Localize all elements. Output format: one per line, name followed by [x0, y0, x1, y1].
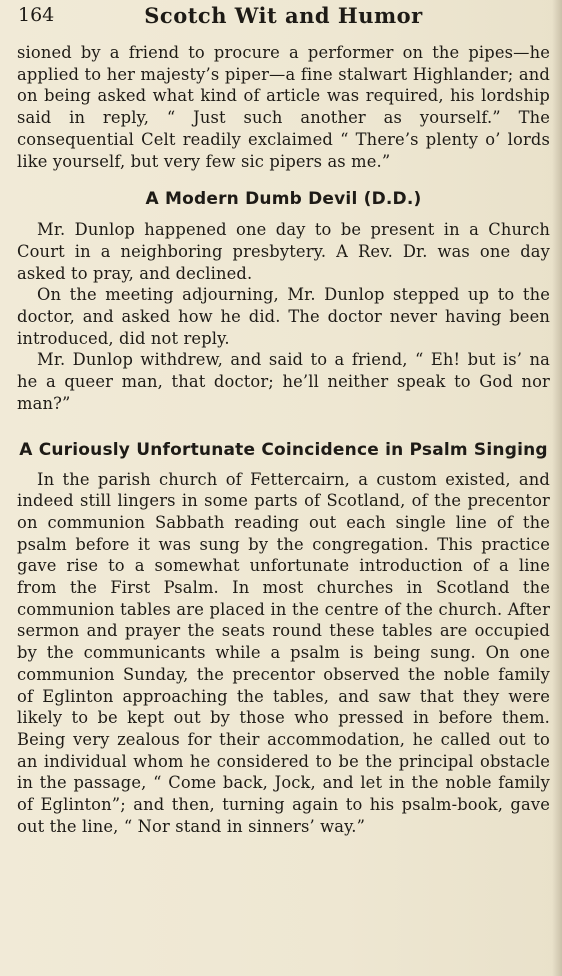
section-heading: A Modern Dumb Devil (D.D.): [145, 189, 422, 210]
page-number: 164: [18, 4, 55, 26]
body-paragraph: In the parish church of Fettercairn, a custom existed, and indeed still lingers in some parts of Scotland, of the precentor on communion Sabbath reading out each single line of the psalm before it was sung by the congregation. This practice gave rise to a somewhat unfortunate introduction of a line from the First Psalm. In most churches in Scotland the communion tables are placed in the centre of the church. After sermon and prayer the seats round these tables are occupied by the communicants while a psalm is being sung. On one communion Sunday, the precentor observed the noble family of Eglinton approaching the tables, and saw that they were likely to be kept out by those who pressed in before them. Being very zealous for their accommodation, he called out to an individual whom he considered to be the principal obstacle in the passage, “ Come back, Jock, and let in the noble family of Eglinton”; and then, turning again to his psalm-book, gave out the line, “ Nor stand in sinners’ way.”: [17, 469, 550, 836]
running-title: Scotch Wit and Humor: [144, 3, 423, 28]
body-paragraph: On the meeting adjourning, Mr. Dunlop stepped up to the doctor, and asked how he did. The doctor never having been introduced, did not reply.: [17, 285, 550, 348]
body-paragraph: Mr. Dunlop happened one day to be present in a Church Court in a neighboring presbytery. A Rev. Dr. was one day asked to pray, and declined.: [17, 220, 550, 283]
opening-paragraph: sioned by a friend to procure a performer on the pipes—he applied to her majesty’s piper—a fine stalwart Highlander; and on being asked what kind of article was required, his lordship said in reply, “ Just such another as yourself.” The consequential Celt readily exclaimed “ There’s plenty o’ lords like yourself, but very few sic pipers as me.”: [17, 43, 550, 171]
section-heading: A Curiously Unfortunate Coincidence in Psalm Singing: [19, 439, 548, 460]
page-edge-shadow: [552, 0, 562, 976]
body-paragraph: Mr. Dunlop withdrew, and said to a friend, “ Eh! but is’ na he a queer man, that doctor; he’ll neither speak to God nor man?”: [17, 350, 550, 413]
running-head: [17, 0, 550, 42]
